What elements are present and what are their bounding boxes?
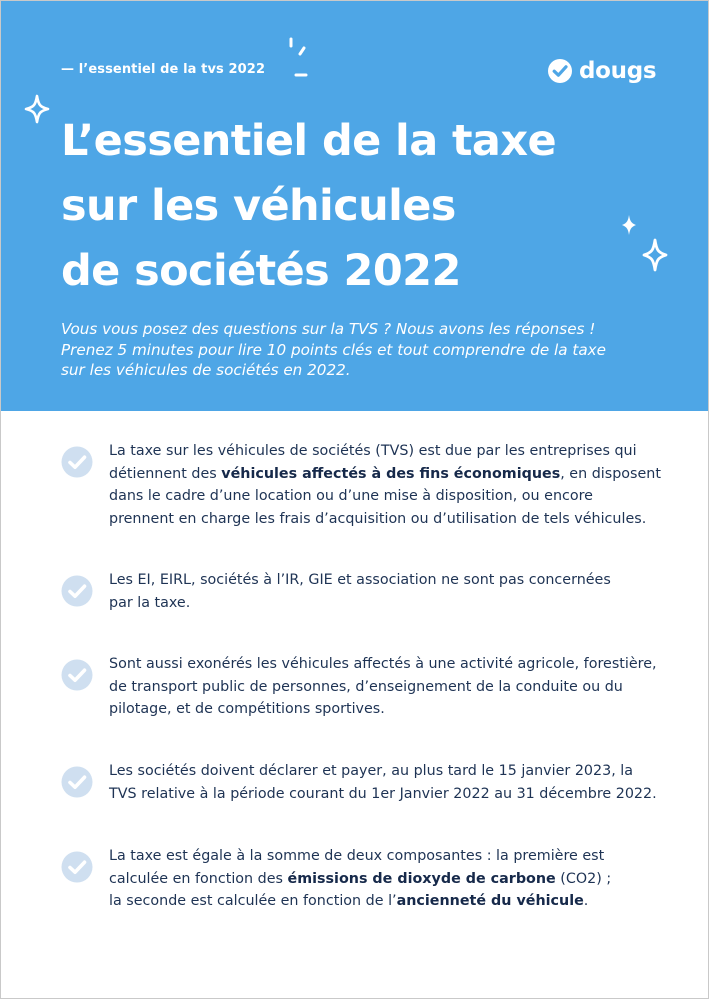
text-line: Sont aussi exonérés les véhicules affectés à une activité agricole, forestière, bbox=[109, 656, 657, 672]
text-line: Les sociétés doivent déclarer et payer, au plus tard le 15 janvier 2023, la bbox=[109, 763, 634, 779]
text-line: La taxe sur les véhicules de sociétés (TVS) est due par les entreprises qui bbox=[109, 443, 637, 459]
text-line: par la taxe. bbox=[109, 594, 191, 611]
text-line bbox=[109, 463, 689, 486]
text-line: Les EI, EIRL, sociétés à l’IR, GIE et association ne sont pas concernées bbox=[109, 572, 611, 588]
text-line: pilotage, et de compétitions sportives. bbox=[109, 701, 385, 717]
title-line: de sociétés 2022 bbox=[61, 246, 461, 296]
text-line: La taxe est égale à la somme de deux composantes : la première est bbox=[109, 848, 605, 864]
kicker-label: — l’essentiel de la tvs 2022 bbox=[61, 62, 266, 77]
title-line: L’essentiel de la taxe bbox=[61, 116, 557, 166]
intro-line: Vous vous posez des questions sur la TVS ? Nous avons les réponses ! bbox=[61, 320, 596, 338]
check-circle-icon bbox=[61, 659, 93, 691]
check-circle-icon bbox=[61, 851, 93, 883]
text-run: (CO2) ; bbox=[555, 870, 612, 887]
check-circle-icon bbox=[61, 575, 93, 607]
check-circle-icon bbox=[61, 446, 93, 478]
list-item-text bbox=[109, 845, 689, 913]
text-line bbox=[109, 868, 689, 891]
intro-line: Prenez 5 minutes pour lire 10 points clés et tout comprendre de la taxe bbox=[61, 340, 606, 359]
list-item-text bbox=[109, 653, 689, 721]
text-run: . bbox=[583, 893, 589, 909]
text-line: prennent en charge les frais d’acquisition ou d’utilisation de tels véhicules. bbox=[109, 510, 647, 527]
text-run: , en disposent bbox=[560, 465, 661, 482]
bold-text: véhicules affectés à des fins économiques bbox=[221, 465, 561, 482]
list-item-text bbox=[109, 569, 689, 614]
intro-line: sur les véhicules de sociétés en 2022. bbox=[61, 361, 351, 379]
bold-text: ancienneté du véhicule bbox=[396, 893, 584, 909]
list-item-text bbox=[109, 760, 689, 805]
check-circle-icon bbox=[61, 766, 93, 798]
brand-name: dougs bbox=[579, 58, 657, 84]
text-run: calculée en fonction des bbox=[109, 870, 288, 887]
list-item-text bbox=[109, 440, 689, 530]
text-run: la seconde est calculée en fonction de l’ bbox=[109, 893, 397, 909]
text-line: TVS relative à la période courant du 1er Janvier 2022 au 31 décembre 2022. bbox=[109, 785, 657, 802]
bold-text: émissions de dioxyde de carbone bbox=[287, 870, 556, 887]
title-line: sur les véhicules bbox=[61, 181, 456, 231]
text-line: de transport public de personnes, d’enseignement de la conduite ou du bbox=[109, 678, 623, 695]
text-line bbox=[109, 890, 689, 913]
text-run: détiennent des bbox=[109, 465, 222, 482]
key-points-list bbox=[1, 1, 708, 998]
text-line: dans le cadre d’une location ou d’une mise à disposition, ou encore bbox=[109, 488, 593, 504]
